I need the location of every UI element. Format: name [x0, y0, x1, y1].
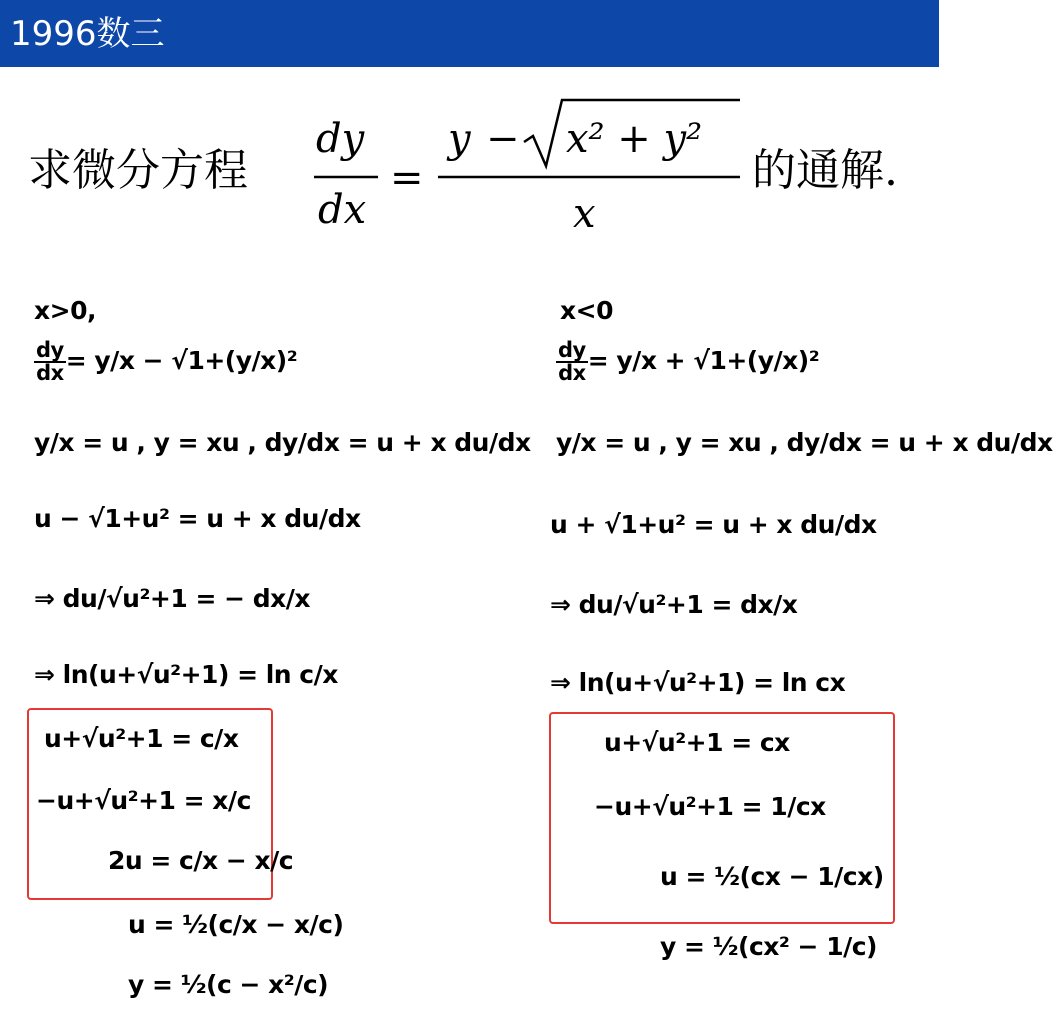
left-box-line-2: −u+√u²+1 = x/c — [36, 786, 251, 815]
left-step-1: $\frac{dy}{dx}$ = y/x − √1+(y/x)² — [36, 338, 298, 385]
right-step-3: u + √1+u² = u + x du/dx — [550, 510, 877, 539]
right-step-2a: y/x = u , y = xu , — [556, 428, 779, 457]
left-step-2b: dy/dx = u + x du/dx — [264, 428, 531, 457]
left-case-condition: x>0, — [34, 296, 96, 325]
rhs-numerator-y: y — [448, 116, 471, 162]
right-box-line-2: −u+√u²+1 = 1/cx — [594, 792, 826, 821]
left-step-2a: y/x = u , y = xu , — [34, 428, 257, 457]
right-step-2 — [556, 428, 1053, 457]
right-case-condition: x<0 — [560, 296, 613, 325]
left-result-u: u = ½(c/x − x/c) — [128, 910, 344, 939]
lhs-numerator: dy — [316, 116, 365, 162]
lhs-denominator: dx — [318, 187, 367, 233]
right-step-2b: dy/dx = u + x du/dx — [786, 428, 1053, 457]
left-box-line-3: 2u = c/x − x/c — [108, 846, 294, 875]
left-step-1-text: = y/x − √1+(y/x)² — [65, 346, 298, 375]
equals-sign: = — [390, 155, 424, 201]
right-result-y: y = ½(cx² − 1/c) — [660, 932, 877, 961]
left-step-5: ⇒ ln(u+√u²+1) = ln c/x — [34, 660, 338, 689]
right-step-5: ⇒ ln(u+√u²+1) = ln cx — [550, 668, 846, 697]
right-step-4: ⇒ du/√u²+1 = dx/x — [550, 590, 798, 619]
right-step-1-text: = y/x + √1+(y/x)² — [587, 346, 820, 375]
problem-statement — [28, 90, 939, 240]
rhs-numerator-sqrt: x² + y² — [566, 116, 703, 162]
left-step-4: ⇒ du/√u²+1 = − dx/x — [34, 584, 311, 613]
rhs-denominator: x — [573, 191, 596, 237]
rhs-numerator-minus: − — [486, 116, 520, 162]
header-bar — [0, 0, 939, 67]
right-box-line-3: u = ½(cx − 1/cx) — [660, 862, 884, 891]
left-box-line-1: u+√u²+1 = c/x — [44, 724, 239, 753]
problem-prefix: 求微分方程 — [28, 145, 248, 196]
right-box-line-1: u+√u²+1 = cx — [604, 728, 790, 757]
right-step-1: $\frac{dy}{dx}$ = y/x + √1+(y/x)² — [558, 338, 820, 385]
left-result-y: y = ½(c − x²/c) — [128, 970, 329, 999]
left-step-3: u − √1+u² = u + x du/dx — [34, 504, 361, 533]
left-step-2 — [34, 428, 531, 457]
problem-suffix: 的通解. — [752, 145, 898, 196]
page-title: 1996数三 — [10, 14, 165, 54]
